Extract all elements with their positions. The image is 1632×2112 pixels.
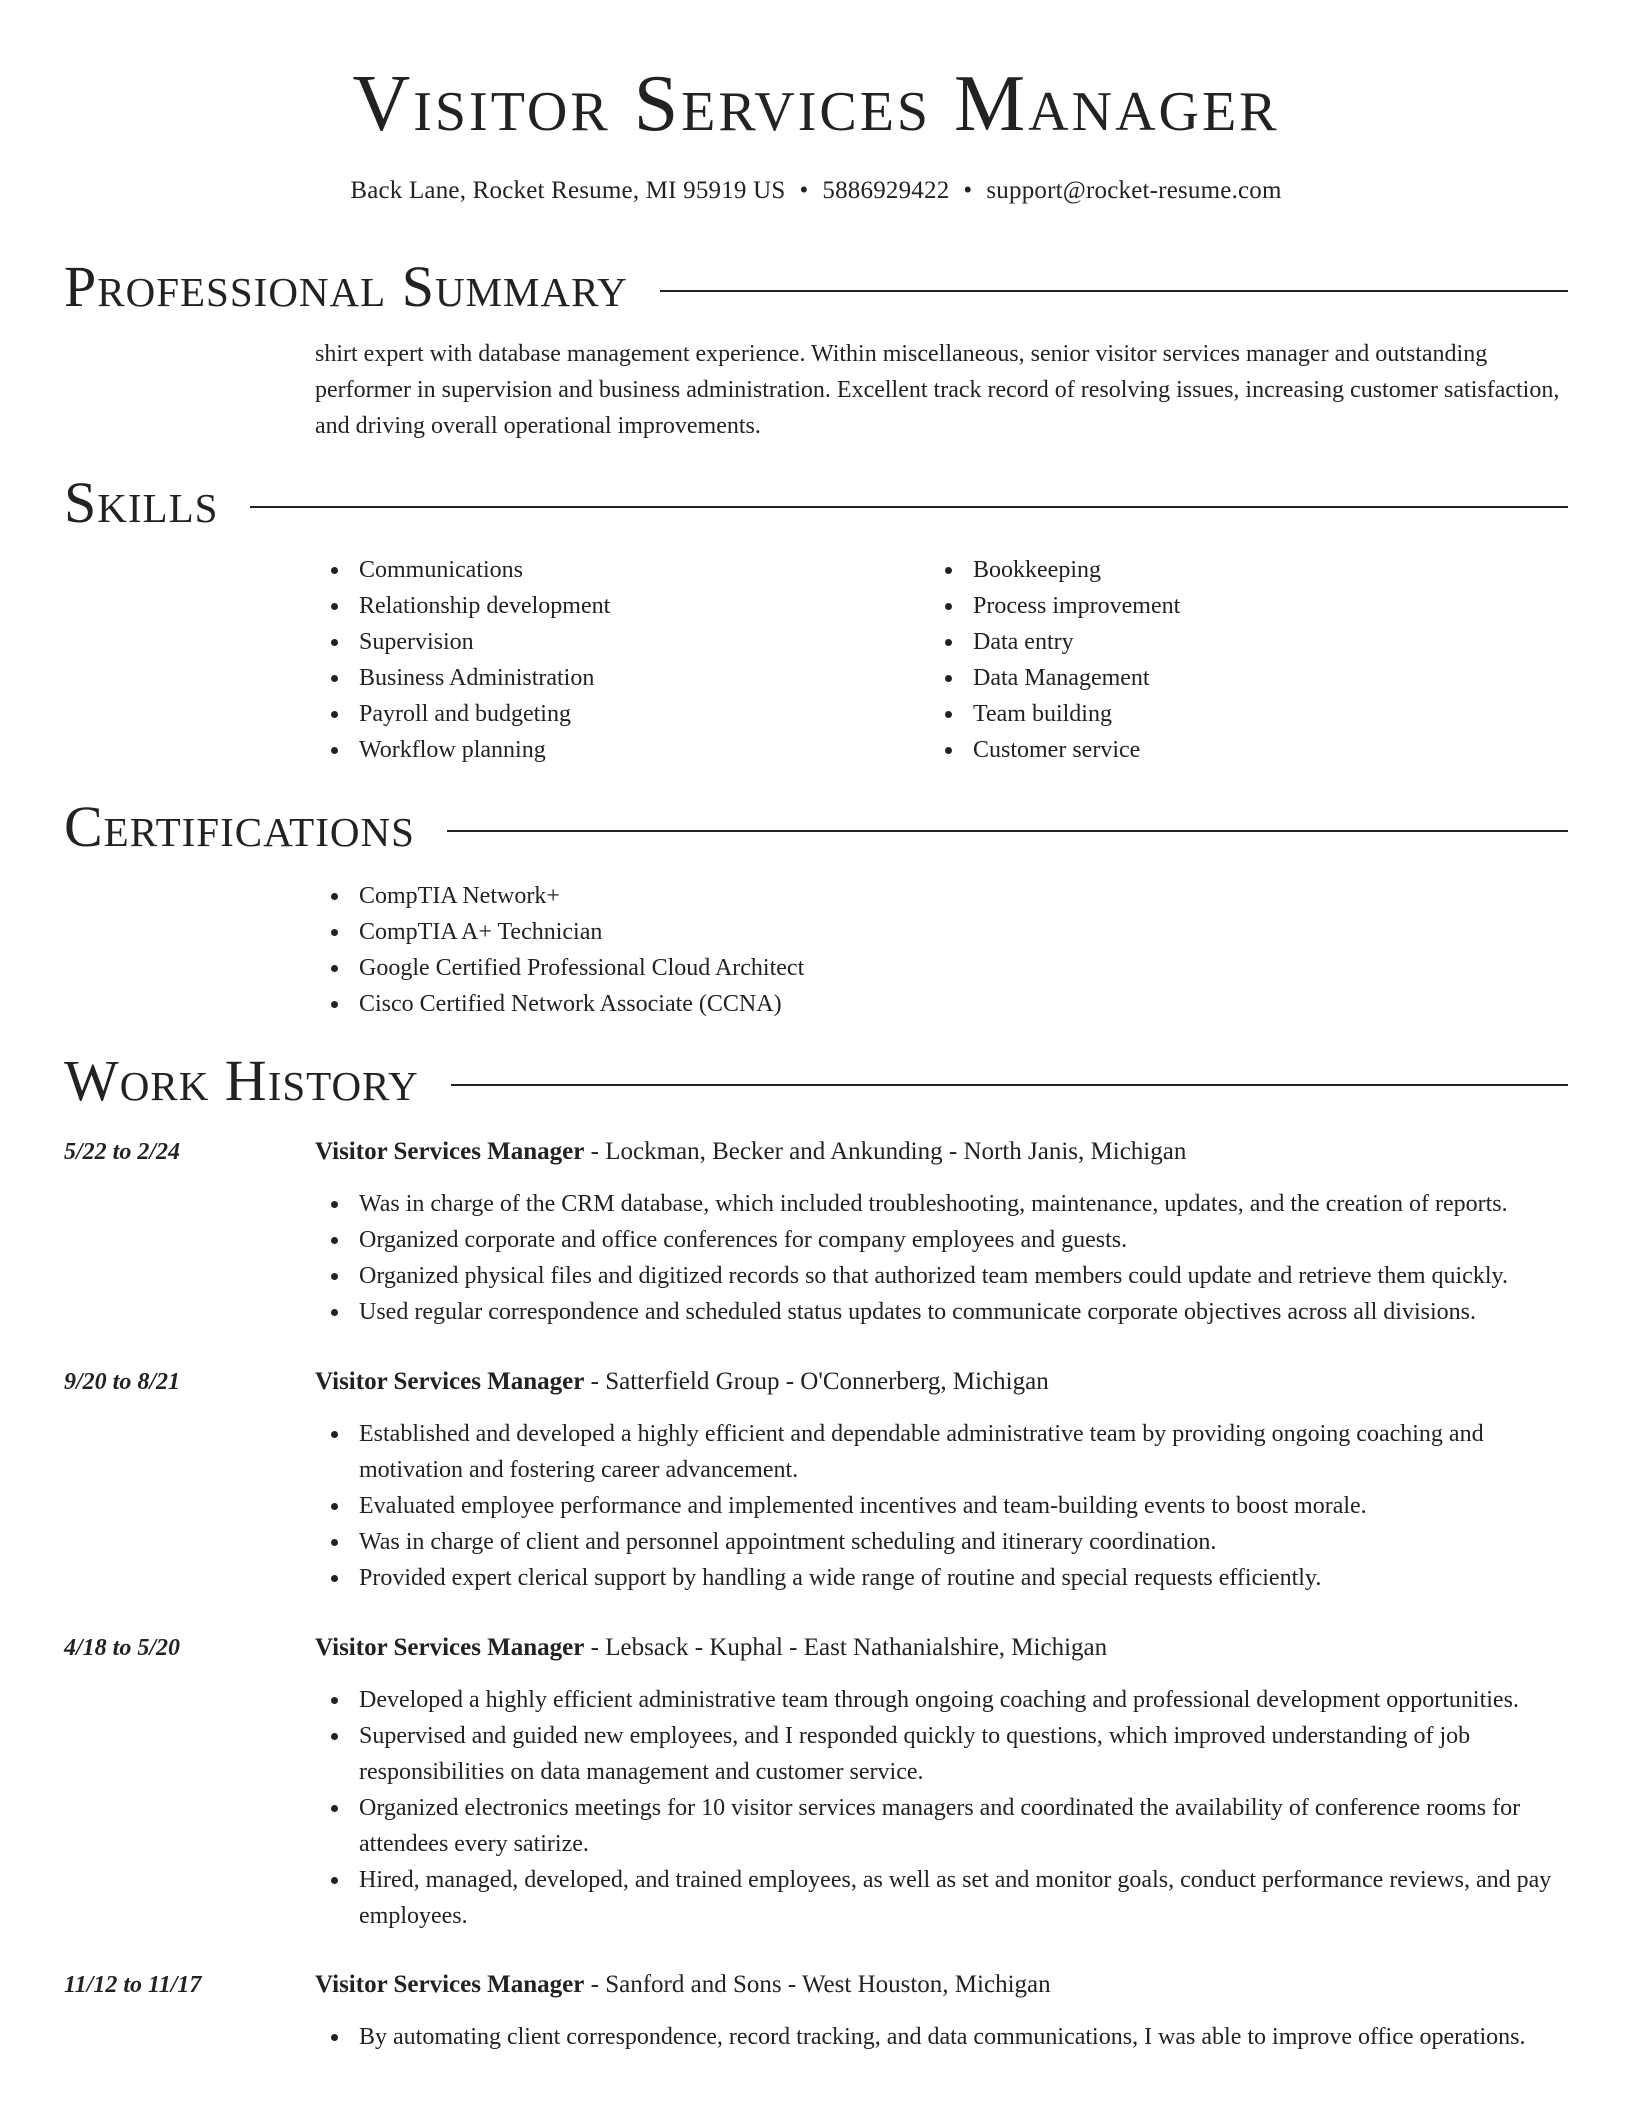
duty-item: Was in charge of the CRM database, which included troubleshooting, maintenance, updates, and the creation of reports. <box>315 1186 1568 1222</box>
certification-item: Google Certified Professional Cloud Architect <box>315 950 1568 986</box>
duty-item: Hired, managed, developed, and trained employees, as well as set and monitor goals, conduct performance reviews, and pay employees. <box>315 1862 1568 1934</box>
work-history-heading: Work History <box>64 1048 419 1113</box>
job-dates: 5/22 to 2/24 <box>64 1139 181 1165</box>
candidate-name: Visitor Services Manager <box>352 60 1280 148</box>
job-duties <box>315 1186 1568 1330</box>
job-title-line <box>315 1630 1568 1666</box>
job-employer: - Lebsack - Kuphal - East Nathanialshire, Michigan <box>584 1634 1108 1661</box>
job-duties <box>315 1682 1568 1934</box>
duty-item: Provided expert clerical support by handling a wide range of routine and special requests efficiently. <box>315 1560 1568 1596</box>
section-divider <box>451 1084 1568 1086</box>
summary-heading: Professional Summary <box>64 254 628 319</box>
section-divider <box>447 830 1568 832</box>
contact-address: Back Lane, Rocket Resume, MI 95919 US <box>350 177 786 204</box>
skill-item: Communications <box>315 552 915 588</box>
certifications-list <box>315 878 1568 1022</box>
job-title-line <box>315 1967 1568 2003</box>
duty-item: Developed a highly efficient administrative team through ongoing coaching and professional development opportunities. <box>315 1682 1568 1718</box>
skill-item: Relationship development <box>315 588 915 624</box>
summary-text: shirt expert with database management experience. Within miscellaneous, senior visitor services manager and outstanding performer in supervision and business administration. Excellent track record of resolving issues, increasing customer satisfaction, and driving overall operational improvements. <box>315 341 1560 439</box>
duty-item: Used regular correspondence and scheduled status updates to communicate corporate objectives across all divisions. <box>315 1294 1568 1330</box>
skills-section-header <box>64 468 1568 538</box>
job-title-line <box>315 1134 1568 1170</box>
contact-separator: • <box>799 177 809 204</box>
skills-list-right <box>929 552 1529 768</box>
skill-item: Team building <box>929 696 1529 732</box>
contact-email: support@rocket-resume.com <box>986 177 1282 204</box>
skill-item: Process improvement <box>929 588 1529 624</box>
job-title-line <box>315 1364 1568 1400</box>
certification-item: CompTIA A+ Technician <box>315 914 1568 950</box>
contact-separator: • <box>963 177 973 204</box>
job-dates: 11/12 to 11/17 <box>64 1972 202 1998</box>
skills-heading: Skills <box>64 470 219 535</box>
certifications-section-header <box>64 792 1568 862</box>
summary-section-header <box>64 252 1568 322</box>
job-dates: 4/18 to 5/20 <box>64 1635 181 1661</box>
skill-item: Data entry <box>929 624 1529 660</box>
duty-item: Organized electronics meetings for 10 visitor services managers and coordinated the availability of conference rooms for attendees every satirize. <box>315 1790 1568 1862</box>
job-role: Visitor Services Manager <box>315 1971 585 1998</box>
section-divider <box>660 290 1568 292</box>
skill-item: Customer service <box>929 732 1529 768</box>
job-duties <box>315 2019 1568 2055</box>
skills-list-left <box>315 552 915 768</box>
duty-item: Organized corporate and office conferences for company employees and guests. <box>315 1222 1568 1258</box>
job-employer: - Satterfield Group - O'Connerberg, Michigan <box>584 1368 1049 1395</box>
contact-line <box>64 174 1568 208</box>
duty-item: Organized physical files and digitized records so that authorized team members could update and retrieve them quickly. <box>315 1258 1568 1294</box>
skill-item: Bookkeeping <box>929 552 1529 588</box>
duty-item: Established and developed a highly efficient and dependable administrative team by providing ongoing coaching and motivation and fostering career advancement. <box>315 1416 1568 1488</box>
certifications-heading: Certifications <box>64 794 415 859</box>
section-divider <box>250 506 1568 508</box>
certification-item: CompTIA Network+ <box>315 878 1568 914</box>
skill-item: Supervision <box>315 624 915 660</box>
job-employer: - Lockman, Becker and Ankunding - North Janis, Michigan <box>584 1138 1187 1165</box>
job-role: Visitor Services Manager <box>315 1368 585 1395</box>
skill-item: Data Management <box>929 660 1529 696</box>
duty-item: Supervised and guided new employees, and I responded quickly to questions, which improved understanding of job responsibilities on data management and customer service. <box>315 1718 1568 1790</box>
duty-item: By automating client correspondence, record tracking, and data communications, I was able to improve office operations. <box>315 2019 1568 2055</box>
job-role: Visitor Services Manager <box>315 1634 585 1661</box>
skill-item: Workflow planning <box>315 732 915 768</box>
job-role: Visitor Services Manager <box>315 1138 585 1165</box>
skill-item: Business Administration <box>315 660 915 696</box>
skill-item: Payroll and budgeting <box>315 696 915 732</box>
duty-item: Evaluated employee performance and implemented incentives and team-building events to boost morale. <box>315 1488 1568 1524</box>
work-history-section-header <box>64 1046 1568 1116</box>
certification-item: Cisco Certified Network Associate (CCNA) <box>315 986 1568 1022</box>
duty-item: Was in charge of client and personnel appointment scheduling and itinerary coordination. <box>315 1524 1568 1560</box>
job-employer: - Sanford and Sons - West Houston, Michigan <box>584 1971 1051 1998</box>
contact-phone: 5886929422 <box>822 177 950 204</box>
job-dates: 9/20 to 8/21 <box>64 1369 181 1395</box>
job-duties <box>315 1416 1568 1596</box>
